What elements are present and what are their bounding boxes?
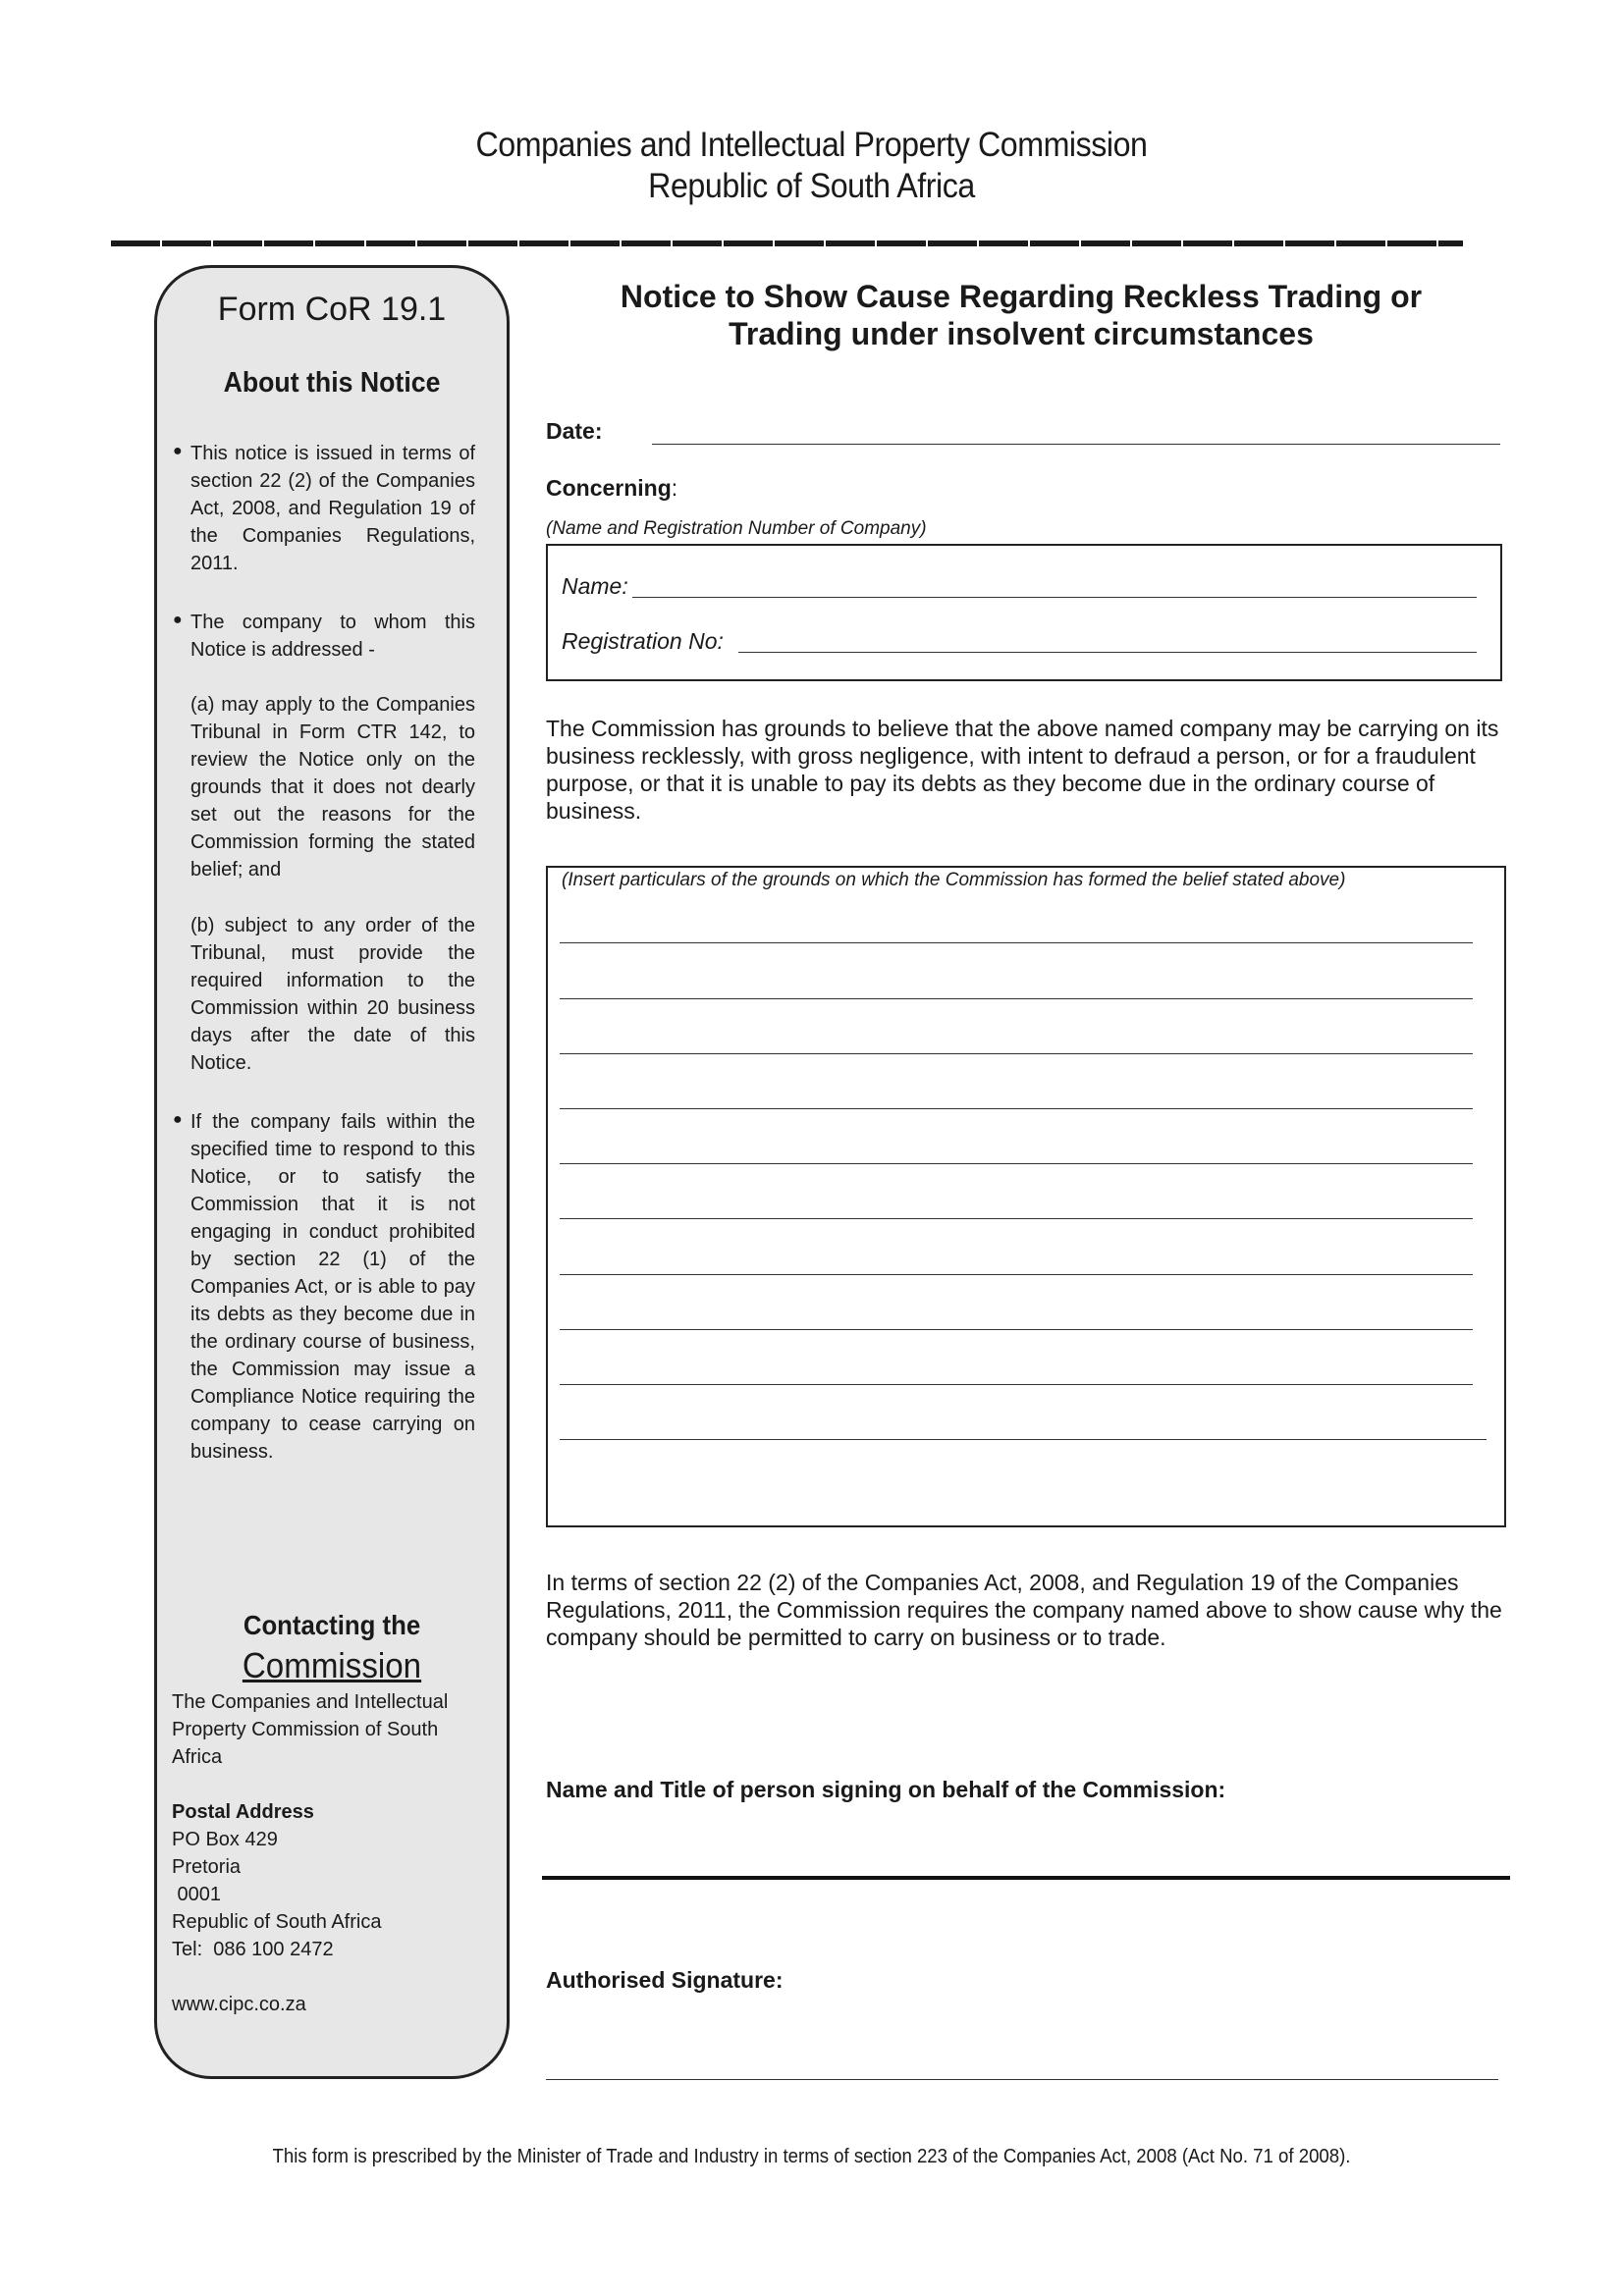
particulars-line[interactable] (560, 1108, 1473, 1109)
about-bullet-2: The company to whom this Notice is addressed - (190, 612, 475, 661)
footer-note: This form is prescribed by the Minister of Trade and Industry in terms of section 223 of the Companies Act, 2008 (Act No. 71 of 2008). (272, 2146, 1351, 2167)
particulars-line[interactable] (560, 1163, 1473, 1164)
contact-telephone: Tel: 086 100 2472 (172, 1939, 334, 1960)
particulars-line[interactable] (560, 1274, 1473, 1275)
particulars-line[interactable] (560, 1053, 1473, 1054)
notice-title: Notice to Show Cause Regarding Reckless Trading or Trading under insolvent circumstances (620, 279, 1423, 351)
bullet-icon: ● (173, 612, 183, 628)
header-commission-name: Companies and Intellectual Property Commission (475, 126, 1148, 164)
postal-country: Republic of South Africa (172, 1911, 382, 1933)
about-heading: About this Notice (223, 367, 441, 399)
form-code: Form CoR 19.1 (217, 291, 447, 328)
grounds-paragraph: The Commission has grounds to believe that the above named company may be carrying on its business recklessly, with gross negligence, with intent to defraud a person, or for a fraudulent purpose, or that it is unable to pay its debts as they become due in the ordinary course of business. (546, 716, 1499, 824)
contact-organisation: The Companies and Intellectual Property Commission of South Africa (172, 1691, 449, 1768)
header-divider (111, 240, 1463, 246)
particulars-line[interactable] (560, 1218, 1473, 1219)
signer-label: Name and Title of person signing on behalf of the Commission: (546, 1777, 1226, 1802)
signer-name-field[interactable] (542, 1876, 1510, 1880)
about-bullet-3: If the company fails within the specified time to respond to this Notice, or to satisfy the Commission that it is not engaging in conduct prohibited by section 22 (1) of the Companies Act, or is able to pay its debts as they become due in the ordinary course of business, the Commission may issue a Compliance Notice requiring the company to cease carrying on business. (190, 1111, 475, 1463)
particulars-hint: (Insert particulars of the grounds on which the Commission has formed the belief stated above) (562, 870, 1346, 890)
signature-label: Authorised Signature: (546, 1967, 784, 1993)
particulars-line[interactable] (560, 1329, 1473, 1330)
postal-code: 0001 (172, 1884, 222, 1905)
contact-heading: Contacting the (243, 1610, 421, 1640)
postal-po-box: PO Box 429 (172, 1829, 278, 1850)
particulars-line[interactable] (560, 1384, 1473, 1385)
name-label: Name: (562, 573, 628, 599)
header-country: Republic of South Africa (648, 167, 975, 205)
concerning-label: Concerning: (546, 475, 678, 501)
particulars-line[interactable] (560, 1439, 1487, 1440)
particulars-box[interactable] (546, 866, 1506, 1527)
requirement-paragraph: In terms of section 22 (2) of the Companies Act, 2008, and Regulation 19 of the Companies Regulations, 2011, the Commission requires the company named above to show cause why the company should be permitted to carry on business or to trade. (546, 1570, 1502, 1650)
about-item-b: (b) subject to any order of the Tribunal, must provide the required information to the Commission within 20 business days after the date of this Notice. (190, 915, 475, 1074)
particulars-line[interactable] (560, 998, 1473, 999)
about-item-a: (a) may apply to the Companies Tribunal in Form CTR 142, to review the Notice only on the grounds that it does not dearly set out the reasons for the Commission forming the stated belief; and (190, 694, 475, 881)
date-label: Date: (546, 418, 603, 444)
postal-city: Pretoria (172, 1856, 242, 1878)
particulars-line[interactable] (560, 942, 1473, 943)
registration-number-field[interactable] (738, 652, 1477, 653)
company-details-box (546, 544, 1502, 681)
company-name-field[interactable] (632, 597, 1477, 598)
postal-address-heading: Postal Address (172, 1801, 314, 1823)
date-field[interactable] (652, 444, 1500, 445)
bullet-icon: ● (173, 443, 183, 459)
contact-heading-commission: Commission (242, 1645, 422, 1685)
signature-field[interactable] (546, 2079, 1498, 2080)
about-bullet-1: This notice is issued in terms of section 22 (2) of the Companies Act, 2008, and Regulation 19 of the Companies Regulations, 2011. (190, 443, 475, 574)
contact-website[interactable]: www.cipc.co.za (172, 1994, 306, 2015)
registration-label: Registration No: (562, 628, 724, 654)
bullet-icon: ● (173, 1111, 183, 1128)
company-hint: (Name and Registration Number of Company) (546, 518, 927, 539)
